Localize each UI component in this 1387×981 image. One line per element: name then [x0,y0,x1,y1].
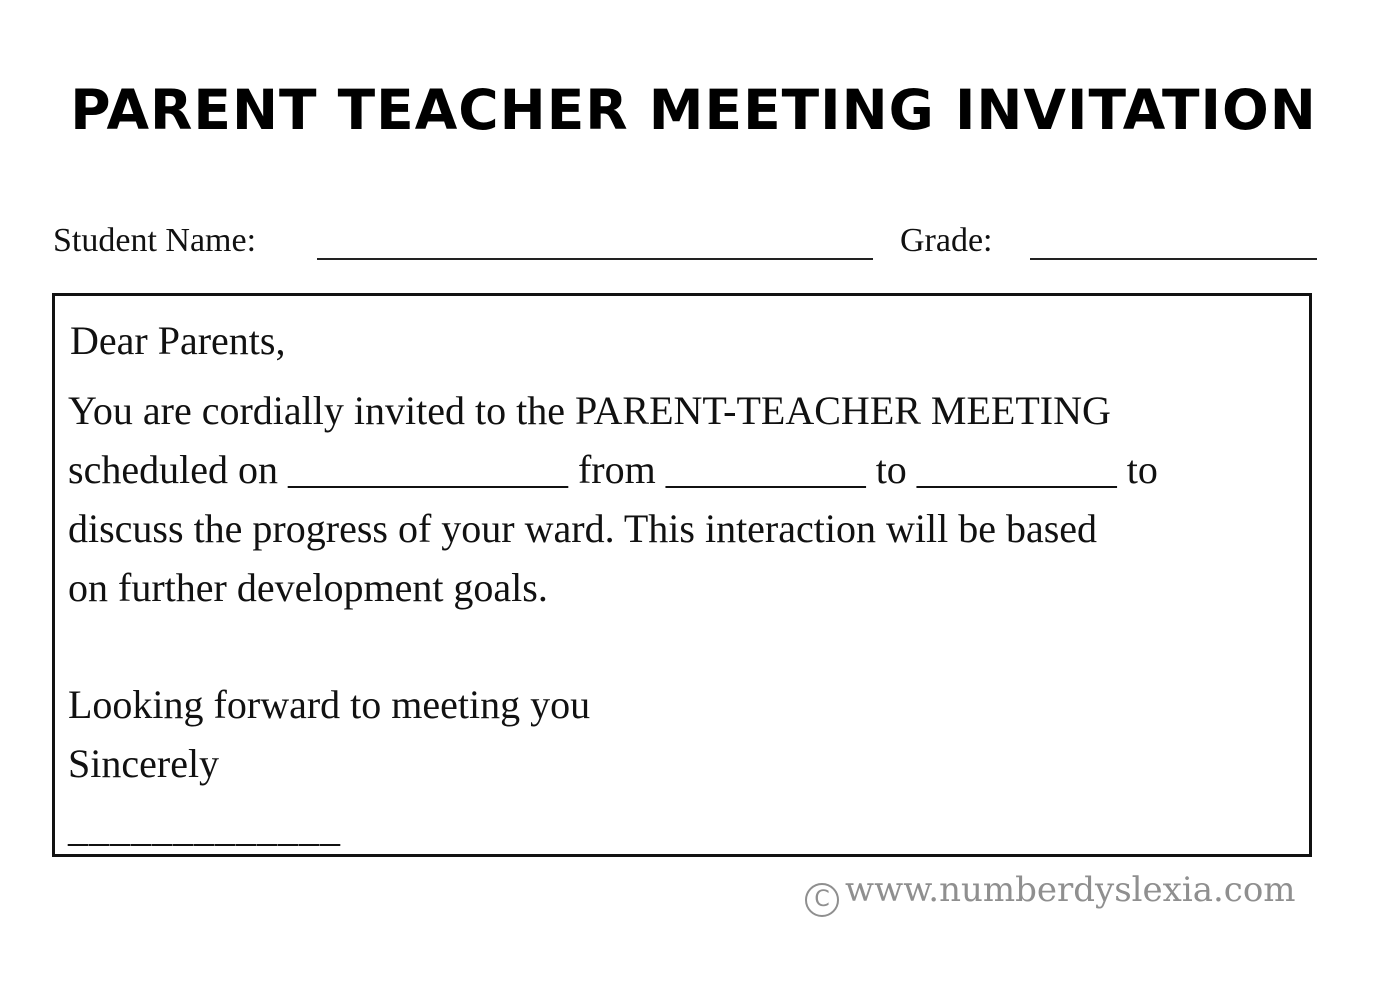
footer-watermark [805,870,1296,917]
letter-body-line-3: discuss the progress of your ward. This interaction will be based [68,506,1098,551]
letter-greeting: Dear Parents, [70,318,286,363]
letter-body-line-2: scheduled on ______________ from __________ to __________ to [68,447,1158,492]
letter-sign-off: Sincerely [68,741,220,786]
copyright-icon: C [805,883,839,917]
student-name-field[interactable] [317,258,873,260]
letter-body-line-4: on further development goals. [68,565,548,610]
student-info-row [53,218,1318,268]
letter-closing: Looking forward to meeting you [68,682,591,727]
student-name-label: Student Name: [53,222,257,259]
grade-label: Grade: [900,222,993,259]
letter-body-line-1: You are cordially invited to the PARENT-TEACHER MEETING [68,388,1111,433]
invitation-letter-box [52,293,1312,857]
signature-blank[interactable]: _____________ [68,805,341,850]
page-title: PARENT TEACHER MEETING INVITATION [70,78,1317,142]
grade-field[interactable] [1030,258,1317,260]
website-link[interactable]: www.numberdyslexia.com [845,870,1296,910]
